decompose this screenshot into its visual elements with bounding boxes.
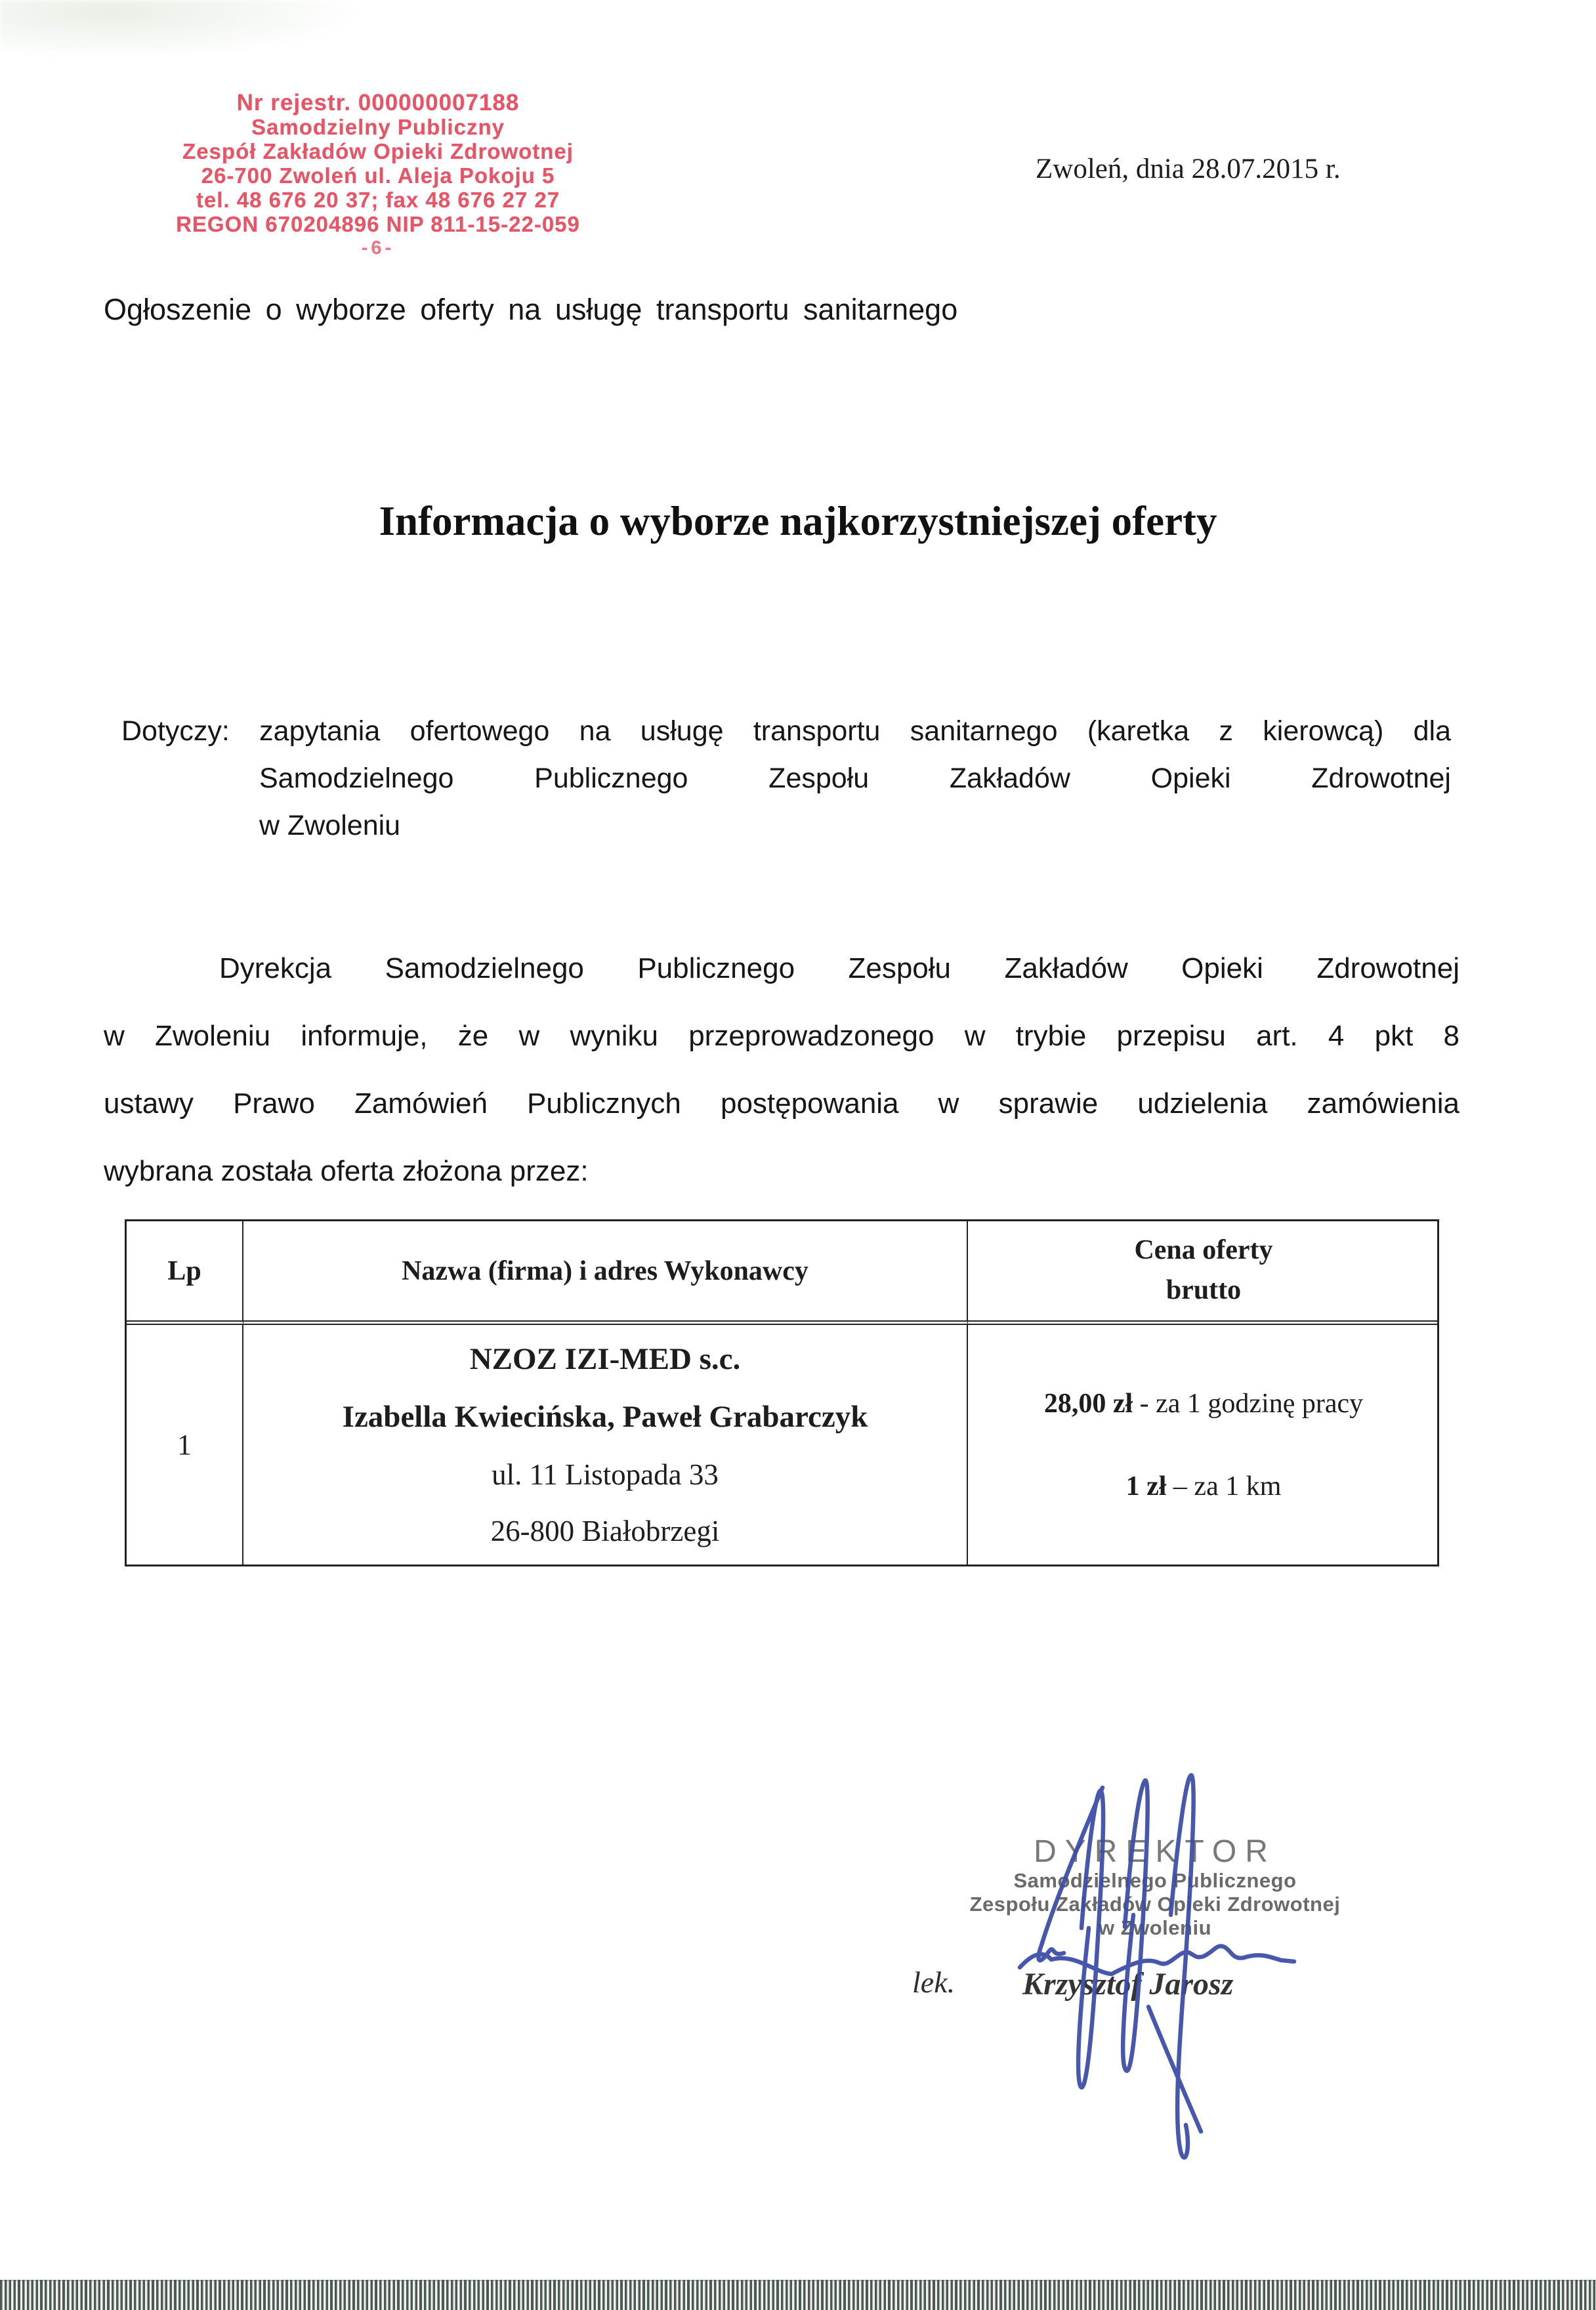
body-line-2: w Zwoleniu informuje, że w wyniku przeprowadzonego w trybie przepisu art. 4 pkt 8	[104, 1020, 1460, 1052]
contractor-street: ul. 11 Listopada 33	[492, 1458, 719, 1491]
offers-table	[125, 1219, 1439, 1566]
price-per-km	[1126, 1471, 1282, 1502]
registry-stamp-line: 26-700 Zwoleń ul. Aleja Pokoju 5	[201, 163, 555, 188]
regarding-paragraph	[121, 707, 1451, 849]
director-stamp-org-line-2: Zespołu Zakładów Opieki Zdrowotnej	[969, 1893, 1341, 1916]
registry-stamp-line: REGON 670204896 NIP 811-15-22-059	[176, 212, 580, 236]
contractor-owners: Izabella Kwiecińska, Paweł Grabarczyk	[342, 1400, 868, 1435]
subject-line: Ogłoszenie o wyborze oferty na usługę transportu sanitarnego	[104, 293, 958, 326]
body-line-1: Dyrekcja Samodzielnego Publicznego Zespołu Zakładów Opieki Zdrowotnej	[219, 952, 1460, 984]
date-line: Zwoleń, dnia 28.07.2015 r.	[1036, 154, 1341, 184]
body-paragraph	[104, 934, 1460, 1205]
registry-stamp	[104, 91, 652, 261]
registry-stamp-line: tel. 48 676 20 37; fax 48 676 27 27	[196, 188, 560, 212]
cell-lp: 1	[127, 1325, 243, 1564]
scanner-stripe-band	[0, 2280, 1596, 2310]
body-line-4: wybrana została oferta złożona przez:	[104, 1155, 589, 1187]
price-per-hour	[1044, 1388, 1363, 1419]
header-cell-lp: Lp	[127, 1221, 243, 1325]
registry-stamp-line: Nr rejestr. 000000007188	[236, 90, 520, 116]
handwritten-signature	[983, 1756, 1324, 2183]
credential-label: lek.	[912, 1965, 956, 1999]
cell-offer-price	[968, 1325, 1439, 1564]
cell-contractor-name-address	[243, 1325, 968, 1564]
director-name: Krzysztof Jarosz	[1022, 1967, 1234, 2002]
director-stamp-title: DYREKTOR	[1034, 1834, 1276, 1869]
regarding-line-3: w Zwoleniu	[259, 810, 401, 841]
scan-smudge-artifact	[0, 0, 368, 59]
contractor-company: NZOZ IZI-MED s.c.	[469, 1342, 741, 1377]
regarding-line-1: Dotyczy: zapytania ofertowego na usługę transportu sanitarnego (karetka z kierowcą) dla	[121, 715, 1451, 747]
header-price-line-2: brutto	[1166, 1275, 1242, 1305]
header-cell-name: Nazwa (firma) i adres Wykonawcy	[243, 1221, 968, 1325]
price-per-hour-amount: 28,00 zł	[1043, 1388, 1133, 1419]
registry-stamp-page-number: -6-	[361, 238, 395, 259]
document-title: Informacja o wyborze najkorzystniejszej oferty	[379, 498, 1217, 544]
contractor-city: 26-800 Białobrzegi	[490, 1514, 720, 1547]
body-line-3: ustawy Prawo Zamówień Publicznych postępowania w sprawie udzielenia zamówienia	[104, 1087, 1460, 1120]
header-price-line-1: Cena oferty	[1134, 1235, 1273, 1265]
header-cell-price	[968, 1221, 1439, 1325]
price-per-hour-desc: - za 1 godzinę pracy	[1133, 1388, 1364, 1419]
registry-stamp-line: Zespół Zakładów Opieki Zdrowotnej	[182, 139, 574, 163]
registry-stamp-line: Samodzielny Publiczny	[251, 115, 505, 139]
regarding-line-2: Samodzielnego Publicznego Zespołu Zakładów Opieki Zdrowotnej	[259, 763, 1451, 794]
director-stamp-org-line-3: w Zwoleniu	[1098, 1916, 1212, 1939]
price-per-km-amount: 1 zł	[1125, 1471, 1167, 1502]
price-per-km-desc: – za 1 km	[1166, 1471, 1282, 1502]
director-stamp-org-line-1: Samodzielnego Publicznego	[1013, 1869, 1297, 1892]
